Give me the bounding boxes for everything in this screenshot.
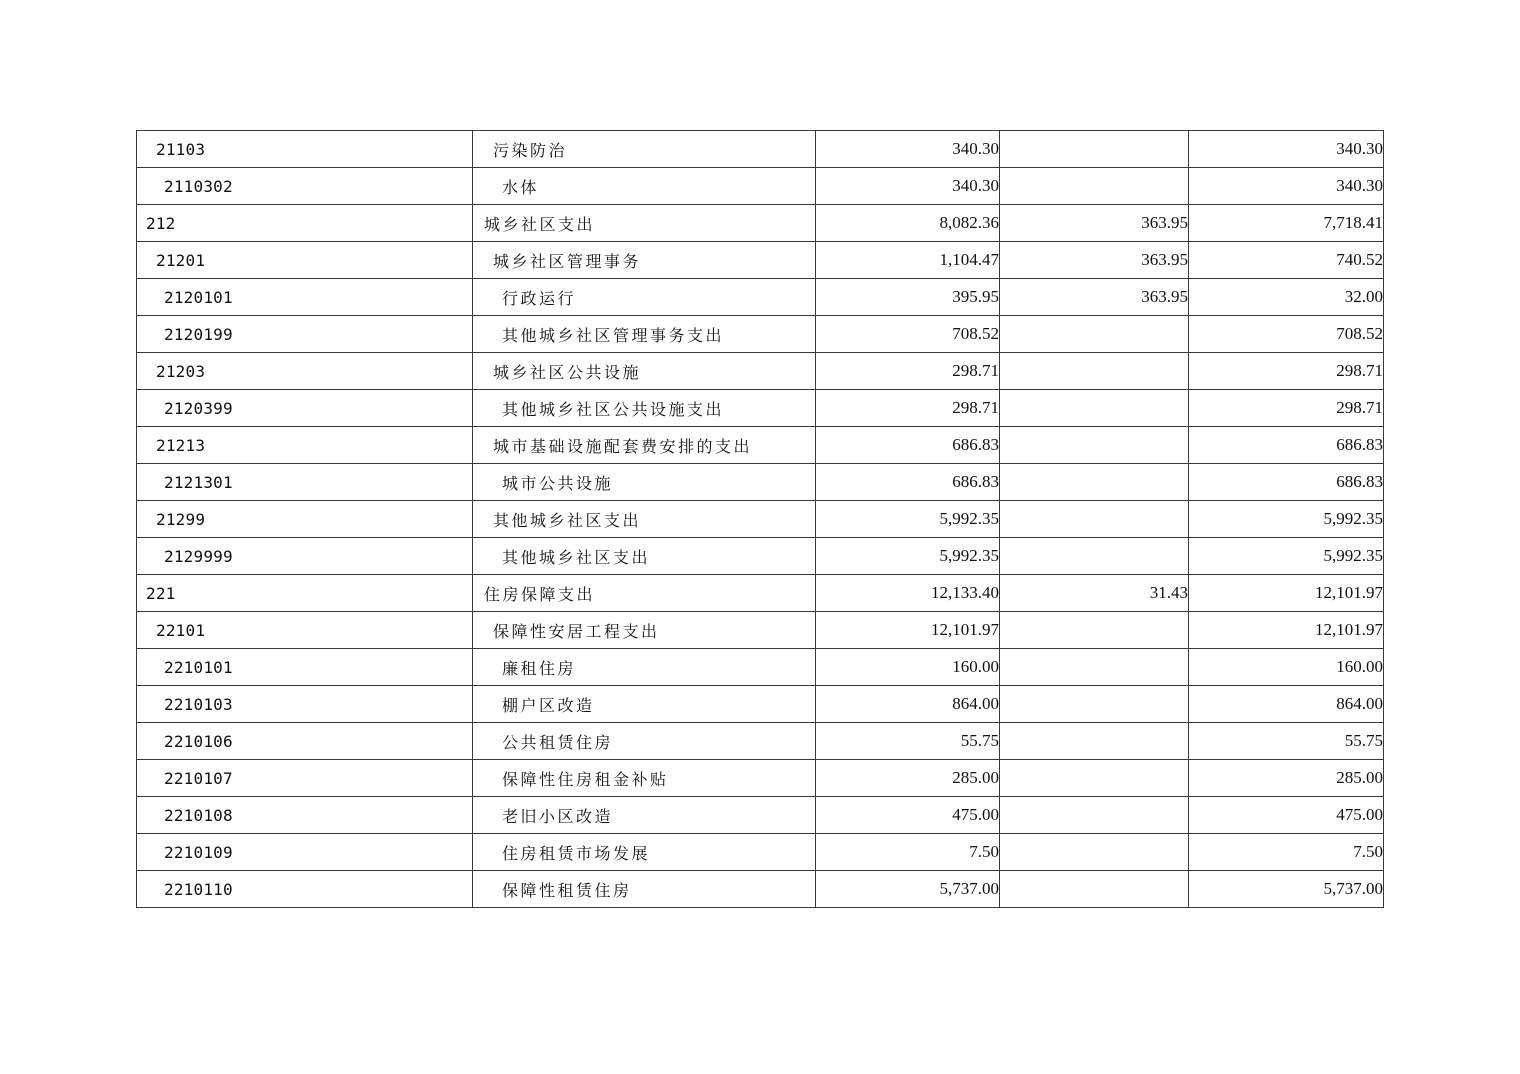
subject-name-cell: 城市公共设施 bbox=[473, 464, 816, 501]
basic-expenditure-cell bbox=[1000, 353, 1189, 390]
basic-expenditure-cell: 363.95 bbox=[1000, 205, 1189, 242]
total-amount-cell: 298.71 bbox=[816, 390, 1000, 427]
table-row bbox=[137, 723, 1384, 760]
subject-code-cell: 2129999 bbox=[137, 538, 473, 575]
total-amount-cell: 686.83 bbox=[816, 464, 1000, 501]
subject-code-cell: 2210109 bbox=[137, 834, 473, 871]
subject-name-cell: 水体 bbox=[473, 168, 816, 205]
total-amount-cell: 5,737.00 bbox=[816, 871, 1000, 908]
basic-expenditure-cell bbox=[1000, 760, 1189, 797]
project-expenditure-cell: 298.71 bbox=[1189, 353, 1384, 390]
subject-code-cell: 2120399 bbox=[137, 390, 473, 427]
project-expenditure-cell: 12,101.97 bbox=[1189, 575, 1384, 612]
basic-expenditure-cell bbox=[1000, 834, 1189, 871]
project-expenditure-cell: 5,992.35 bbox=[1189, 501, 1384, 538]
subject-name-cell: 住房保障支出 bbox=[473, 575, 816, 612]
subject-name-cell: 住房租赁市场发展 bbox=[473, 834, 816, 871]
subject-code-cell: 21203 bbox=[137, 353, 473, 390]
total-amount-cell: 340.30 bbox=[816, 168, 1000, 205]
table-row bbox=[137, 649, 1384, 686]
subject-code-cell: 22101 bbox=[137, 612, 473, 649]
subject-code-cell: 2210106 bbox=[137, 723, 473, 760]
basic-expenditure-cell bbox=[1000, 316, 1189, 353]
project-expenditure-cell: 686.83 bbox=[1189, 464, 1384, 501]
subject-code-cell: 2120199 bbox=[137, 316, 473, 353]
total-amount-cell: 864.00 bbox=[816, 686, 1000, 723]
total-amount-cell: 475.00 bbox=[816, 797, 1000, 834]
table-row bbox=[137, 316, 1384, 353]
project-expenditure-cell: 7,718.41 bbox=[1189, 205, 1384, 242]
basic-expenditure-cell bbox=[1000, 427, 1189, 464]
subject-code-cell: 21213 bbox=[137, 427, 473, 464]
basic-expenditure-cell bbox=[1000, 797, 1189, 834]
total-amount-cell: 7.50 bbox=[816, 834, 1000, 871]
subject-name-cell: 其他城乡社区公共设施支出 bbox=[473, 390, 816, 427]
subject-name-cell: 城乡社区公共设施 bbox=[473, 353, 816, 390]
project-expenditure-cell: 740.52 bbox=[1189, 242, 1384, 279]
budget-expenditure-table bbox=[136, 130, 1384, 908]
table-row bbox=[137, 279, 1384, 316]
total-amount-cell: 1,104.47 bbox=[816, 242, 1000, 279]
total-amount-cell: 12,101.97 bbox=[816, 612, 1000, 649]
basic-expenditure-cell bbox=[1000, 723, 1189, 760]
basic-expenditure-cell bbox=[1000, 501, 1189, 538]
total-amount-cell: 55.75 bbox=[816, 723, 1000, 760]
project-expenditure-cell: 12,101.97 bbox=[1189, 612, 1384, 649]
table-row bbox=[137, 760, 1384, 797]
table-row bbox=[137, 871, 1384, 908]
table-row bbox=[137, 686, 1384, 723]
project-expenditure-cell: 32.00 bbox=[1189, 279, 1384, 316]
table-row bbox=[137, 168, 1384, 205]
table-row bbox=[137, 427, 1384, 464]
subject-code-cell: 2210108 bbox=[137, 797, 473, 834]
subject-name-cell: 城市基础设施配套费安排的支出 bbox=[473, 427, 816, 464]
basic-expenditure-cell bbox=[1000, 131, 1189, 168]
total-amount-cell: 340.30 bbox=[816, 131, 1000, 168]
project-expenditure-cell: 5,737.00 bbox=[1189, 871, 1384, 908]
subject-name-cell: 廉租住房 bbox=[473, 649, 816, 686]
project-expenditure-cell: 160.00 bbox=[1189, 649, 1384, 686]
total-amount-cell: 5,992.35 bbox=[816, 538, 1000, 575]
subject-code-cell: 212 bbox=[137, 205, 473, 242]
basic-expenditure-cell bbox=[1000, 390, 1189, 427]
subject-code-cell: 2120101 bbox=[137, 279, 473, 316]
subject-code-cell: 221 bbox=[137, 575, 473, 612]
subject-code-cell: 2210107 bbox=[137, 760, 473, 797]
subject-code-cell: 21103 bbox=[137, 131, 473, 168]
basic-expenditure-cell: 363.95 bbox=[1000, 242, 1189, 279]
total-amount-cell: 686.83 bbox=[816, 427, 1000, 464]
table-row bbox=[137, 242, 1384, 279]
subject-name-cell: 公共租赁住房 bbox=[473, 723, 816, 760]
subject-name-cell: 其他城乡社区支出 bbox=[473, 538, 816, 575]
subject-name-cell: 其他城乡社区支出 bbox=[473, 501, 816, 538]
table-row bbox=[137, 612, 1384, 649]
total-amount-cell: 12,133.40 bbox=[816, 575, 1000, 612]
table-row bbox=[137, 575, 1384, 612]
total-amount-cell: 160.00 bbox=[816, 649, 1000, 686]
project-expenditure-cell: 340.30 bbox=[1189, 131, 1384, 168]
basic-expenditure-cell bbox=[1000, 871, 1189, 908]
table-row bbox=[137, 464, 1384, 501]
project-expenditure-cell: 55.75 bbox=[1189, 723, 1384, 760]
subject-code-cell: 2210110 bbox=[137, 871, 473, 908]
project-expenditure-cell: 298.71 bbox=[1189, 390, 1384, 427]
subject-name-cell: 城乡社区管理事务 bbox=[473, 242, 816, 279]
basic-expenditure-cell bbox=[1000, 538, 1189, 575]
project-expenditure-cell: 708.52 bbox=[1189, 316, 1384, 353]
table-row bbox=[137, 538, 1384, 575]
subject-name-cell: 污染防治 bbox=[473, 131, 816, 168]
project-expenditure-cell: 864.00 bbox=[1189, 686, 1384, 723]
total-amount-cell: 8,082.36 bbox=[816, 205, 1000, 242]
basic-expenditure-cell bbox=[1000, 612, 1189, 649]
table-row bbox=[137, 353, 1384, 390]
subject-name-cell: 其他城乡社区管理事务支出 bbox=[473, 316, 816, 353]
table-body bbox=[137, 131, 1384, 908]
subject-code-cell: 2121301 bbox=[137, 464, 473, 501]
project-expenditure-cell: 686.83 bbox=[1189, 427, 1384, 464]
basic-expenditure-cell bbox=[1000, 649, 1189, 686]
basic-expenditure-cell bbox=[1000, 168, 1189, 205]
total-amount-cell: 298.71 bbox=[816, 353, 1000, 390]
subject-code-cell: 21299 bbox=[137, 501, 473, 538]
subject-code-cell: 2210103 bbox=[137, 686, 473, 723]
subject-code-cell: 2110302 bbox=[137, 168, 473, 205]
project-expenditure-cell: 5,992.35 bbox=[1189, 538, 1384, 575]
subject-name-cell: 保障性安居工程支出 bbox=[473, 612, 816, 649]
table-row bbox=[137, 834, 1384, 871]
project-expenditure-cell: 285.00 bbox=[1189, 760, 1384, 797]
total-amount-cell: 5,992.35 bbox=[816, 501, 1000, 538]
subject-name-cell: 老旧小区改造 bbox=[473, 797, 816, 834]
subject-name-cell: 行政运行 bbox=[473, 279, 816, 316]
table-row bbox=[137, 131, 1384, 168]
subject-code-cell: 21201 bbox=[137, 242, 473, 279]
subject-name-cell: 城乡社区支出 bbox=[473, 205, 816, 242]
basic-expenditure-cell: 31.43 bbox=[1000, 575, 1189, 612]
subject-code-cell: 2210101 bbox=[137, 649, 473, 686]
basic-expenditure-cell bbox=[1000, 686, 1189, 723]
total-amount-cell: 285.00 bbox=[816, 760, 1000, 797]
basic-expenditure-cell bbox=[1000, 464, 1189, 501]
project-expenditure-cell: 340.30 bbox=[1189, 168, 1384, 205]
subject-name-cell: 保障性住房租金补贴 bbox=[473, 760, 816, 797]
subject-name-cell: 棚户区改造 bbox=[473, 686, 816, 723]
total-amount-cell: 708.52 bbox=[816, 316, 1000, 353]
table-row bbox=[137, 390, 1384, 427]
project-expenditure-cell: 7.50 bbox=[1189, 834, 1384, 871]
subject-name-cell: 保障性租赁住房 bbox=[473, 871, 816, 908]
basic-expenditure-cell: 363.95 bbox=[1000, 279, 1189, 316]
table-row bbox=[137, 797, 1384, 834]
total-amount-cell: 395.95 bbox=[816, 279, 1000, 316]
table-row bbox=[137, 501, 1384, 538]
project-expenditure-cell: 475.00 bbox=[1189, 797, 1384, 834]
table-row bbox=[137, 205, 1384, 242]
